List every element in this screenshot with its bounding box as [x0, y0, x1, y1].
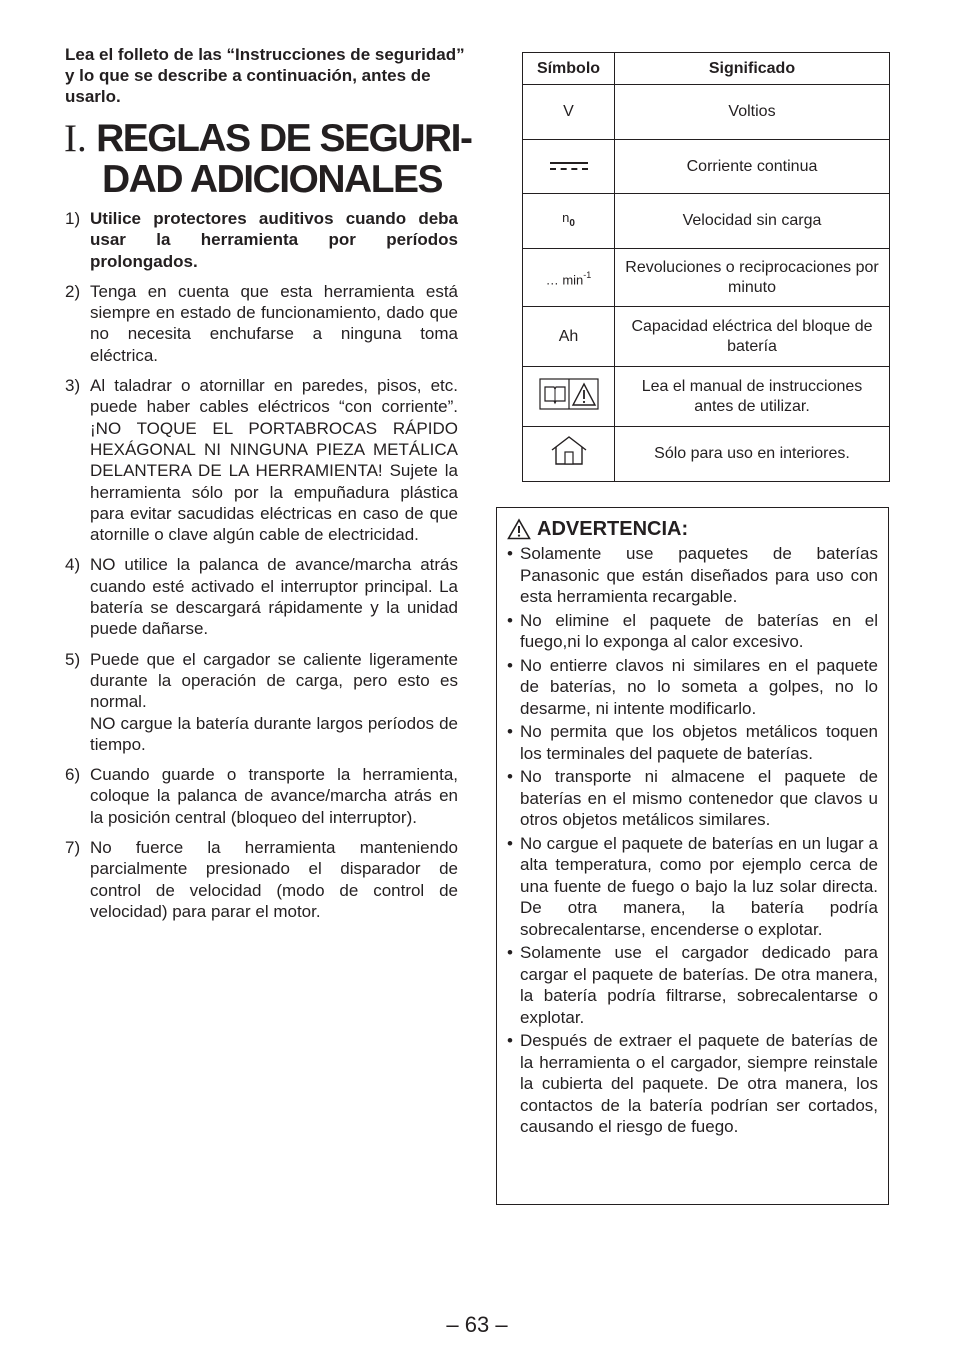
- section-title: [64, 118, 484, 200]
- rule-item: [65, 375, 458, 545]
- symbol-cell: [523, 140, 615, 194]
- indoor-use-icon: [549, 435, 589, 467]
- rule-text: Tenga en cuenta que esta herramienta está siempre en estado de funcionamiento, dado que no necesita enchufarse a ninguna toma eléctrica.: [90, 281, 458, 365]
- table-row: [523, 427, 890, 482]
- meaning-cell: Capacidad eléctrica del bloque de batería: [615, 307, 890, 367]
- dc-current-icon: [550, 161, 588, 171]
- rule-item: [65, 281, 458, 366]
- rule-item: [65, 208, 458, 272]
- header-symbol: Símbolo: [523, 53, 615, 85]
- table-row: [523, 249, 890, 307]
- symbol-cell: … $\min^{-1}$: [523, 249, 615, 307]
- rule-number: 1): [65, 209, 81, 228]
- meaning-cell: Sólo para uso en interiores.: [615, 427, 890, 482]
- warning-list: [507, 543, 878, 1138]
- table-header-row: [523, 53, 890, 85]
- rules-list: [65, 208, 458, 931]
- rule-subtext: NO cargue la batería durante largos períodos de tiempo.: [90, 713, 458, 754]
- warning-triangle-icon: [507, 518, 531, 540]
- table-row: [523, 367, 890, 427]
- symbols-table: [522, 52, 890, 482]
- rule-text: No fuerce la herramienta manteniendo parcialmente presionado el disparador de control de velocidad (modo de control de velocidad) para parar el motor.: [90, 838, 458, 921]
- meaning-cell: Corriente continua: [615, 140, 890, 194]
- warning-item: • No transporte ni almacene el paquete de baterías en el mismo contenedor que clavos u otros objetos metálicos similares.: [507, 766, 878, 831]
- meaning-cell: Revoluciones o reciprocaciones por minuto: [615, 249, 890, 307]
- symbol-cell: [523, 367, 615, 427]
- rule-item: [65, 649, 458, 755]
- rule-text: Puede que el cargador se caliente ligeramente durante la operación de carga, pero esto es normal.: [90, 649, 458, 712]
- rule-number: 2): [65, 281, 81, 301]
- rule-number: 7): [65, 838, 81, 858]
- table-row: [523, 85, 890, 140]
- table-row: [523, 140, 890, 194]
- section-numeral: I.: [64, 117, 87, 160]
- warning-title: [507, 517, 878, 541]
- warning-item: • Solamente use el cargador dedicado para cargar el paquete de baterías. De otra manera, la batería podría filtrarse, sobrecalentarse o explotar.: [507, 942, 878, 1028]
- symbol-cell: V: [523, 85, 615, 140]
- symbol-cell: $n_0$: [523, 194, 615, 249]
- manual-warning-icon: [539, 378, 599, 410]
- warning-item: • No entierre clavos ni similares en el paquete de baterías, no lo someta a golpes, no lo desarme, ni intente modificarlo.: [507, 655, 878, 720]
- symbol-cell: Ah: [523, 307, 615, 367]
- page-number: – 63 –: [446, 1312, 508, 1337]
- header-meaning: Significado: [615, 53, 890, 85]
- warning-item: • No permita que los objetos metálicos toquen los terminales del paquete de baterías.: [507, 721, 878, 764]
- rule-item: [65, 554, 458, 639]
- warning-item: • No elimine el paquete de baterías en el fuego,ni lo exponga al calor excesivo.: [507, 610, 878, 653]
- meaning-cell: Velocidad sin carga: [615, 194, 890, 249]
- rule-text: Cuando guarde o transporte la herramienta, coloque la palanca de avance/marcha atrás en la posición central (bloqueo del interruptor).: [90, 765, 458, 827]
- section-title-line2: DAD ADICIONALES: [102, 158, 443, 201]
- table-row: [523, 307, 890, 367]
- warning-item: • Después de extraer el paquete de baterías de la herramienta o el cargador, siempre reinstale la cubierta del paquete. De otra manera, los contactos de la batería podrían ser cortados, causando el riesgo de fuego.: [507, 1030, 878, 1138]
- rule-number: 4): [65, 555, 81, 575]
- meaning-cell: Lea el manual de instrucciones antes de utilizar.: [615, 367, 890, 427]
- warning-box: [496, 507, 889, 1205]
- rule-number: 6): [65, 765, 81, 785]
- rule-number: 5): [65, 649, 81, 669]
- rule-number: 3): [65, 376, 81, 396]
- rule-text: Utilice protectores auditivos cuando deba usar la herramienta por períodos prolongados.: [90, 209, 458, 271]
- rule-item: [65, 837, 458, 922]
- rule-text: Al taladrar o atornillar en paredes, pisos, etc. puede haber cables eléctricos “con corriente”. ¡NO TOQUE EL PORTABROCAS RÁPIDO HEXÁGONAL NI NINGUNA PIEZA METÁLICA DELANTERA DE LA HERRAMIENTA! Sujete la herramienta sólo por la empuñadura plástica para evitar sacudidas eléctricas en caso de que atornille o clave algún cable de electricidad.: [90, 376, 458, 545]
- rule-text: NO utilice la palanca de avance/marcha atrás cuando esté activado el interruptor principal. La batería se descargará rápidamente y la unidad puede dañarse.: [90, 555, 458, 639]
- intro-text: Lea el folleto de las “Instrucciones de seguridad” y lo que se describe a continuación, antes de usarlo.: [65, 45, 465, 106]
- table-row: [523, 194, 890, 249]
- meaning-cell: Voltios: [615, 85, 890, 140]
- section-title-line1: REGLAS DE SEGURI-: [96, 117, 472, 160]
- warning-title-text: ADVERTENCIA:: [537, 518, 689, 540]
- symbol-cell: [523, 427, 615, 482]
- warning-item: • Solamente use paquetes de baterías Panasonic que están diseñados para uso con esta herramienta recargable.: [507, 543, 878, 608]
- rule-item: [65, 764, 458, 828]
- warning-item: • No cargue el paquete de baterías en un lugar a alta temperatura, como por ejemplo cerca de una fuente de fuego o bajo la luz solar directa. De otra manera, la batería podría sobrecalentarse, encenderse o explotar.: [507, 833, 878, 941]
